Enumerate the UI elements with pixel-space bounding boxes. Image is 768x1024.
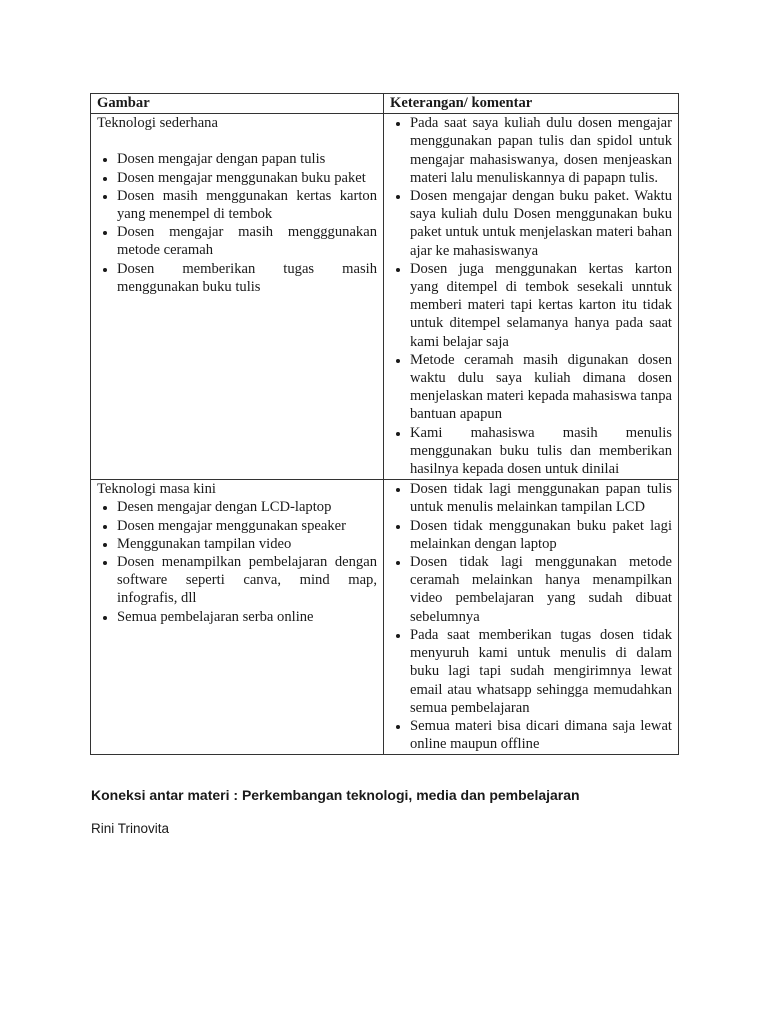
author-name: Rini Trinovita (91, 821, 170, 836)
table-row (91, 114, 679, 480)
list-item: • Dosen mengajar menggunakan buku paket (117, 169, 377, 187)
list-item: • Dosen tidak lagi menggunakan metode ceramah melainkan hanya menampilkan video pembelajaran yang sudah dibuat sebelumnya (410, 553, 672, 626)
list-item: • Metode ceramah masih digunakan dosen waktu dulu saya kuliah dimana dosen menjelaskan materi kepada mahasiswa tanpa bantuan apapun (410, 351, 672, 424)
left-list (97, 150, 377, 296)
left-cell (91, 480, 384, 755)
list-item: • Desen mengajar dengan LCD-laptop (117, 498, 377, 516)
list-item: • Pada saat saya kuliah dulu dosen mengajar menggunakan papan tulis dan spidol untuk mengajar mahasiswanya, dosen menjeaskan materi lalu menuliskannya di papapn tulis. (410, 114, 672, 187)
list-item: • Dosen mengajar dengan papan tulis (117, 150, 377, 168)
left-list (97, 498, 377, 625)
list-item: • Dosen masih menggunakan kertas karton yang menempel di tembok (117, 187, 377, 223)
list-item: • Semua pembelajaran serba online (117, 608, 377, 626)
table-header-row (91, 94, 679, 114)
section-title: Teknologi masa kini (97, 481, 216, 498)
comparison-table (90, 93, 679, 755)
list-item: • Pada saat memberikan tugas dosen tidak menyuruh kami untuk menulis di dalam buku lagi tapi sudah mengirimnya lewat email atau whatsapp sehingga memudahkan semua pembelajaran (410, 626, 672, 717)
list-item: • Dosen juga menggunakan kertas karton yang ditempel di tembok sesekali unntuk memberi materi tapi kertas karton itu tidak untuk ditempel selamanya hanya pada saat kami belajar saja (410, 260, 672, 351)
list-item: • Dosen memberikan tugas masih menggunakan buku tulis (117, 260, 377, 296)
list-item: • Dosen mengajar masih mengggunakan metode ceramah (117, 223, 377, 259)
right-cell (384, 114, 679, 480)
caption: Koneksi antar materi : Perkembangan teknologi, media dan pembelajaran (91, 787, 580, 803)
list-item: • Menggunakan tampilan video (117, 535, 377, 553)
right-list (390, 114, 672, 478)
table-row (91, 480, 679, 755)
list-item: • Kami mahasiswa masih menulis menggunakan buku tulis dan memberikan hasilnya kepada dosen untuk dinilai (410, 424, 672, 479)
list-item: • Semua materi bisa dicari dimana saja lewat online maupun offline (410, 717, 672, 753)
list-item: • Dosen menampilkan pembelajaran dengan software seperti canva, mind map, infografis, dll (117, 553, 377, 608)
right-cell (384, 480, 679, 755)
list-item: • Dosen tidak lagi menggunakan papan tulis untuk menulis melainkan tampilan LCD (410, 480, 672, 516)
section-title: Teknologi sederhana (97, 115, 218, 132)
header-keterangan: Keterangan/ komentar (384, 94, 679, 114)
right-list (390, 480, 672, 753)
list-item: • Dosen mengajar menggunakan speaker (117, 517, 377, 535)
left-cell (91, 114, 384, 480)
list-item: • Dosen tidak menggunakan buku paket lagi melainkan dengan laptop (410, 517, 672, 553)
header-gambar: Gambar (91, 94, 384, 114)
list-item: • Dosen mengajar dengan buku paket. Waktu saya kuliah dulu Dosen menggunakan buku paket untuk untuk menjelaskan materi bahan ajar ke mahasiswanya (410, 187, 672, 260)
document-body (90, 93, 678, 755)
